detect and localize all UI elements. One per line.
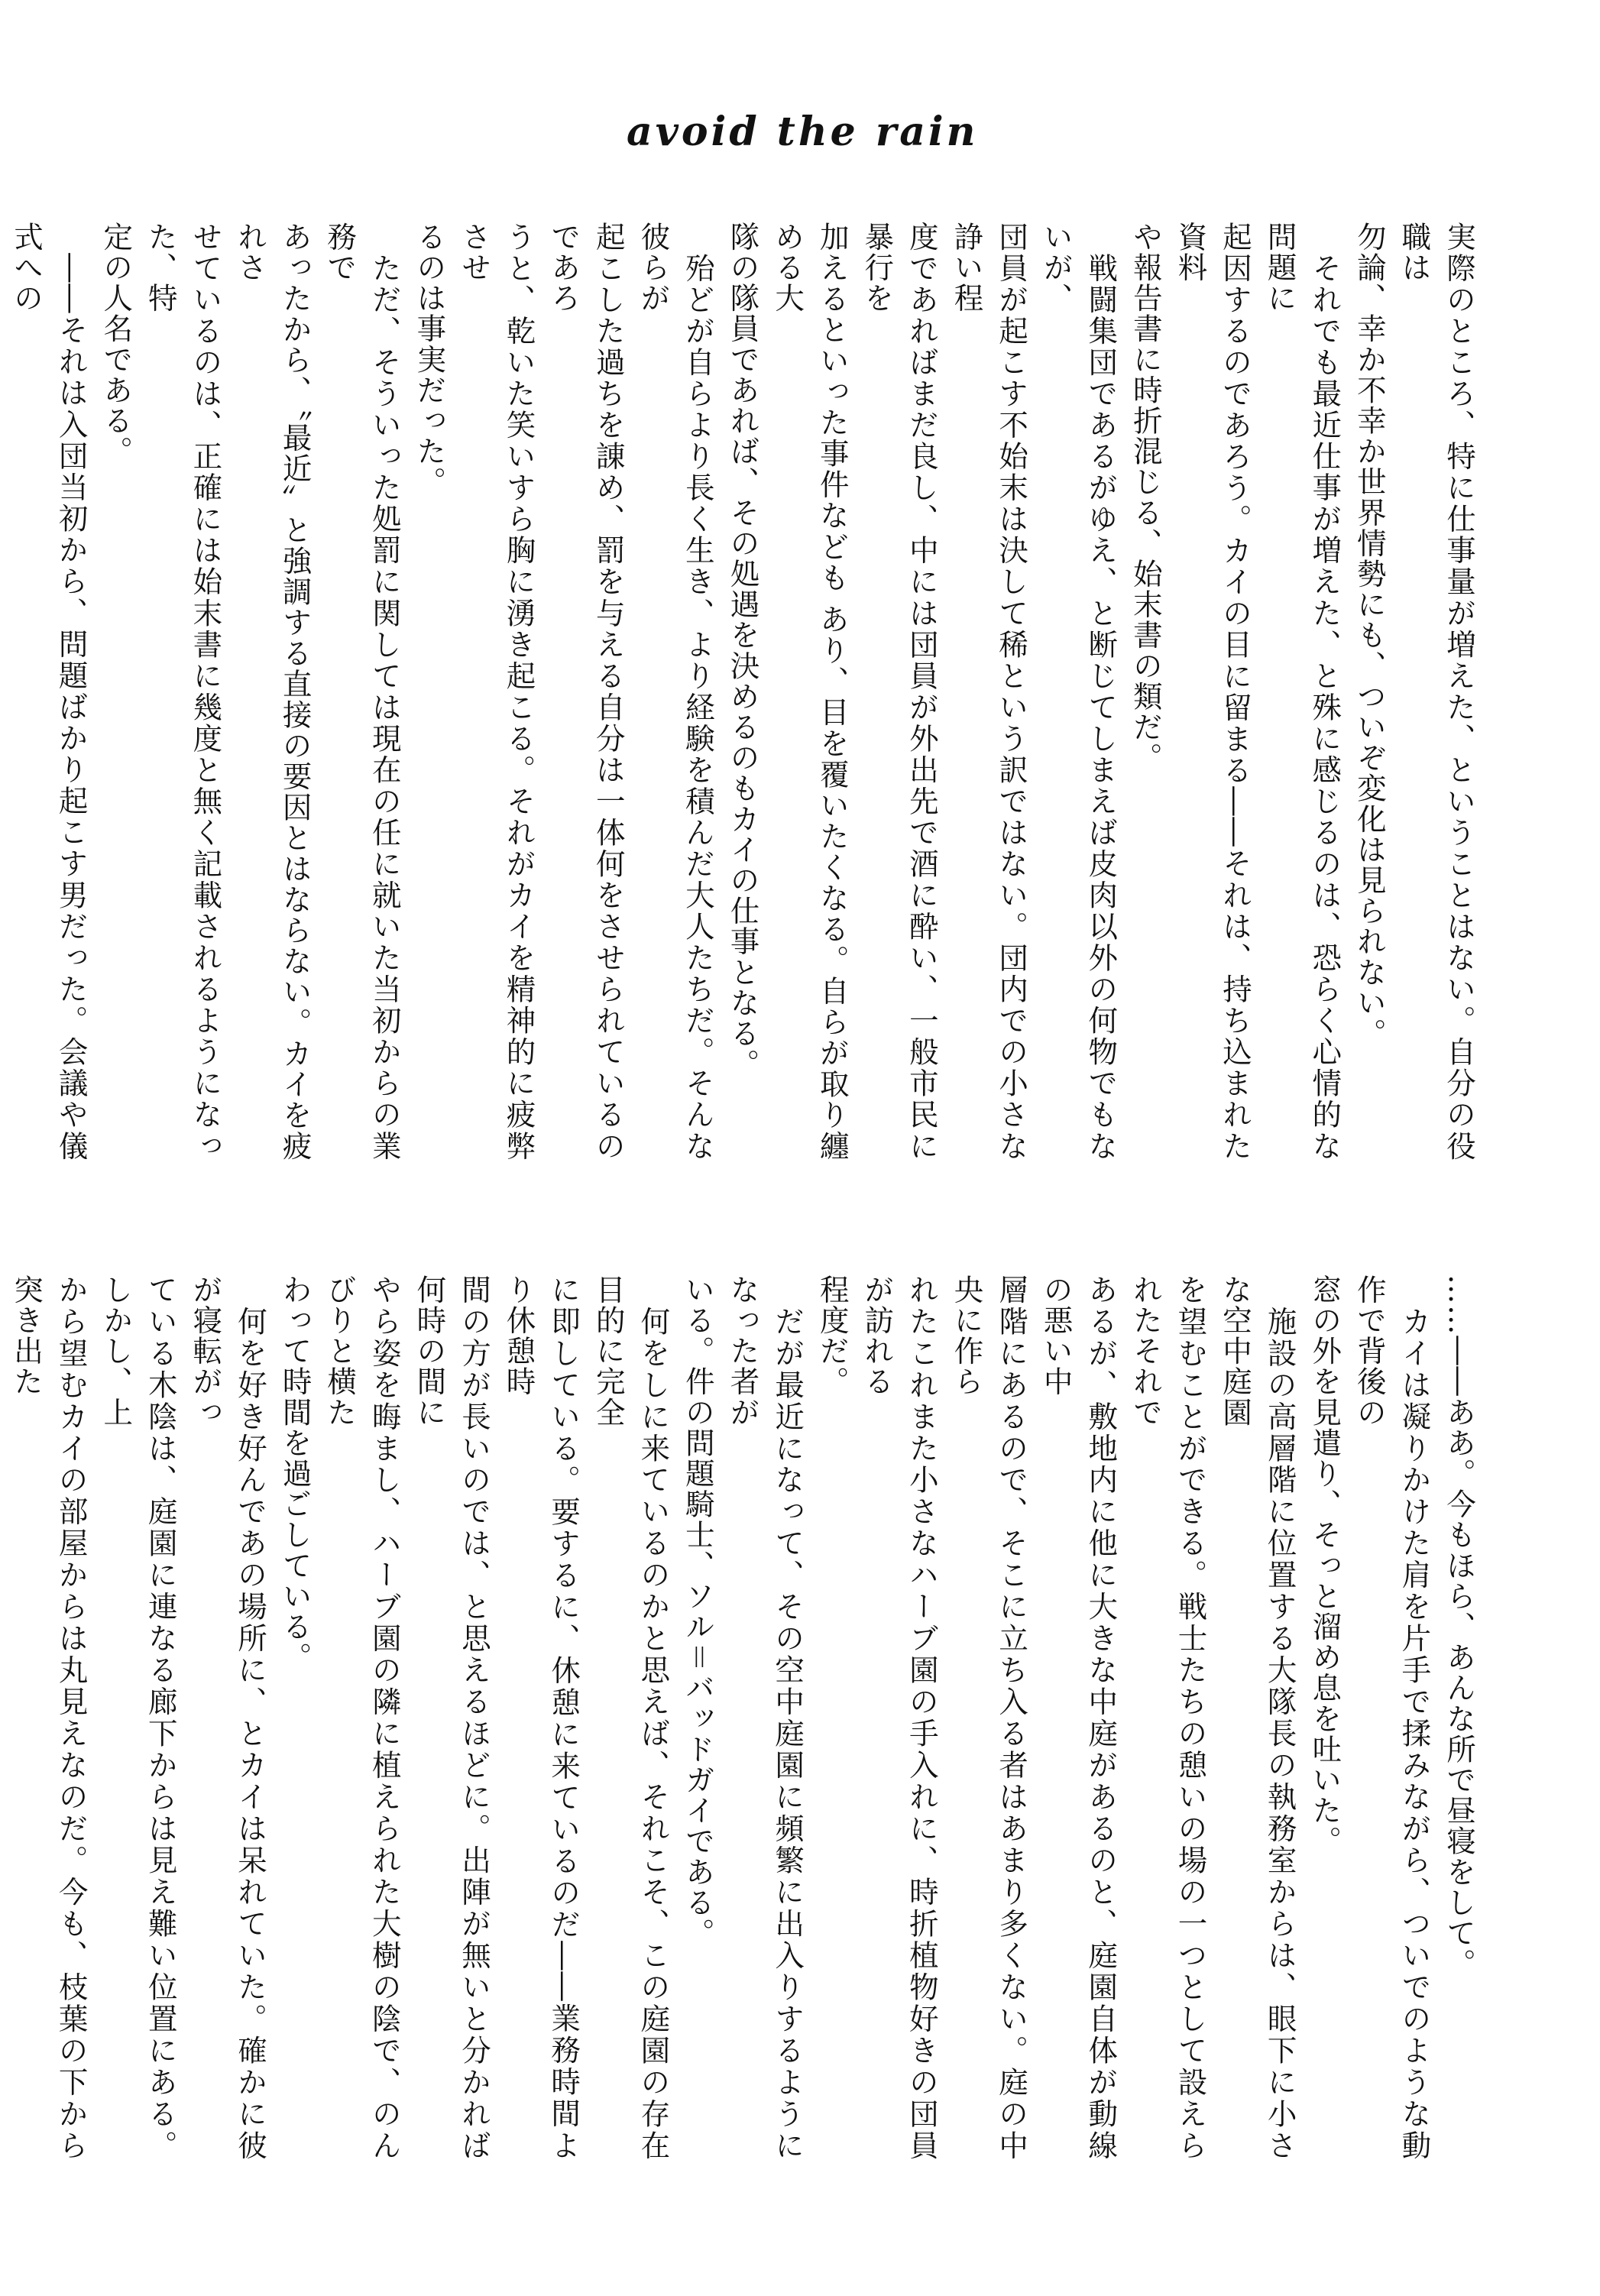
text-line: わって時間を過ごしている。 — [277, 1274, 313, 1673]
text-line: 何を好き好んであの場所に、とカイは呆れていた。確かに彼が寝転がっ — [188, 1274, 267, 2161]
text-line: 定の人名である。 — [99, 222, 134, 467]
text-line: 度であればまだ良し、中には団員が外出先で酒に酔い、一般市民に暴行を — [860, 222, 939, 1161]
text-line — [0, 222, 3, 1161]
text-line: いる。件の問題騎士、ソル＝バッドガイである。 — [680, 1274, 715, 1949]
text-line: あるが、敷地内に他に大きな中庭があるのと、庭園自体が動線の悪い中 — [1038, 1274, 1119, 2161]
text-line: 起因するのであろう。カイの目に留まる――それは、持ち込まれた資料 — [1173, 222, 1253, 1161]
text-line: 戦闘集団であるがゆえ、と断じてしまえば皮肉以外の何物でもないが、 — [1038, 222, 1119, 1161]
text-line: から望むカイの部屋からは丸見えなのだ。今も、枝葉の下から突き出た — [9, 1274, 89, 2161]
text-line: それでも最近仕事が増えた、と殊に感じるのは、恐らく心情的な問題に — [1262, 222, 1343, 1161]
text-line: 間の方が長いのでは、と思えるほどに。出陣が無いと分かれば何時の間に — [412, 1274, 491, 2161]
text-line: 団員が起こす不始末は決して稀という訳ではない。団内での小さな諍い程 — [949, 222, 1029, 1161]
text-line: ている木陰は、庭園に連なる廊下からは見え難い位置にある。しかし、上 — [99, 1274, 178, 2161]
text-line: 起こした過ちを諌め、罰を与える自分は一体何をさせられているのであろ — [546, 222, 626, 1161]
text-line: 施設の高層階に位置する大隊長の執務室からは、眼下に小さな空中庭園 — [1218, 1274, 1297, 2161]
page-title: avoid the rain — [627, 108, 979, 155]
text-line: カイは凝りかけた肩を片手で揉みながら、ついでのような動作で背後の — [1352, 1274, 1432, 2161]
text-line: あったから、〝最近〟と強調する直接の要因とはならない。カイを疲れさ — [232, 222, 313, 1161]
text-line: に即している。要するに、休憩に来ているのだ――業務時間より休憩時 — [501, 1274, 581, 2161]
text-line: 実際のところ、特に仕事量が増えた、ということはない。自分の役職は — [1397, 222, 1476, 1161]
text-line: だが最近になって、その空中庭園に頻繁に出入りするようになった者が — [725, 1274, 805, 2161]
body-text-upper — [9, 222, 1481, 1161]
text-line — [0, 1274, 3, 2161]
text-line: 層階にあるので、そこに立ち入る者はあまり多くない。庭の中央に作ら — [949, 1274, 1029, 2161]
text-line: 加えるといった事件なども あり、目を覆いたくなる。自らが取り纏める大 — [770, 222, 850, 1161]
text-line: れたこれまた小さなハーブ園の手入れに、時折植物好きの団員が訪れる — [860, 1274, 939, 2161]
text-line: 隊の隊員であれば、その処遇を決めるのもカイの仕事となる。 — [725, 222, 760, 1080]
text-line: 程度だ。 — [815, 1274, 850, 1397]
text-line: 窓の外を見遣り、そっと溜め息を吐いた。 — [1307, 1274, 1343, 1857]
text-line: 勿論、幸か不幸か世界情勢にも、ついぞ変化は見られない。 — [1352, 222, 1387, 1049]
text-line: るのは事実だった。 — [412, 222, 447, 497]
text-line: うと、乾いた笑いすら胸に湧き起こる。それがカイを精神的に疲弊させ — [456, 222, 536, 1161]
text-line: ……――ああ。今もほら、あんな所で昼寝をして。 — [1442, 1274, 1476, 1980]
text-line: やら姿を晦まし、ハーブ園の隣に植えられた大樹の陰で、のんびりと横た — [322, 1274, 402, 2161]
text-line: 殆どが自らより長く生き、より経験を積んだ大人たちだ。そんな彼らが — [636, 222, 715, 1161]
text-line: せているのは、正確には始末書に幾度と無く記載されるようになった、特 — [143, 222, 223, 1161]
text-line: 何をしに来ているのかと思えば、それこそ、この庭園の存在目的に完全 — [591, 1274, 671, 2161]
body-text-lower — [9, 1274, 1481, 2161]
text-line: や報告書に時折混じる、始末書の類だ。 — [1128, 222, 1163, 773]
text-line: を望むことができる。戦士たちの憩いの場の一つとして設えられたそれで — [1128, 1274, 1208, 2161]
text-line: ただ、そういった処罰に関しては現在の任に就いた当初からの業務で — [322, 222, 402, 1161]
text-line: ――それは入団当初から、問題ばかり起こす男だった。会議や儀式への — [9, 222, 89, 1161]
